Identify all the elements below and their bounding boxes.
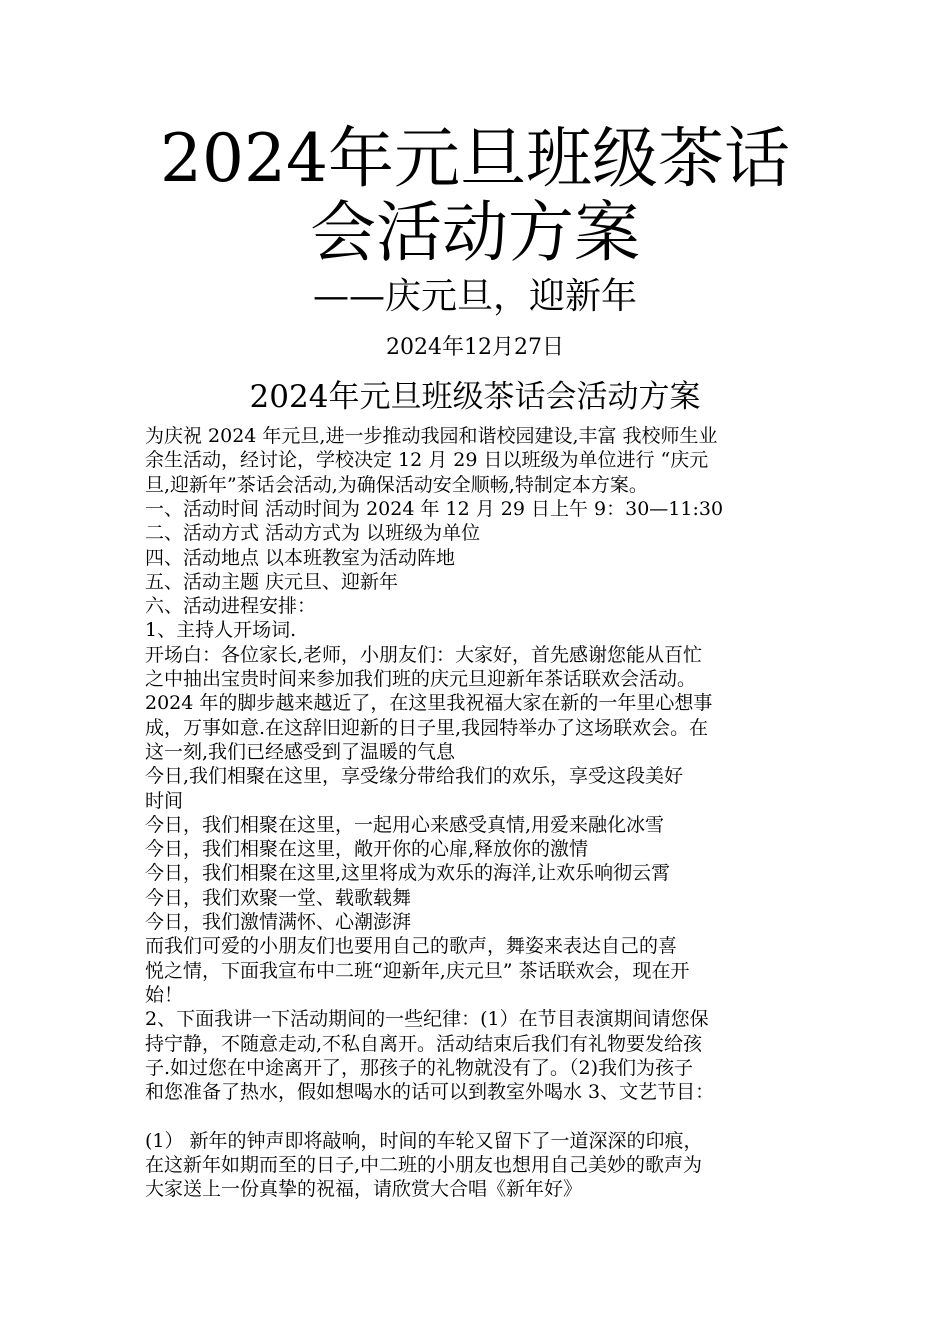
- body-line: 二、活动方式 活动方式为 以班级为单位: [145, 522, 481, 545]
- body-line: 四、活动地点 以本班教室为活动阵地: [145, 546, 456, 569]
- body-line: 今日，我们相聚在这里,这里将成为欢乐的海洋,让欢乐响彻云霄: [145, 862, 671, 885]
- cover-title-line-2: 会活动方案: [310, 194, 640, 271]
- body-line: 一、活动时间 活动时间为 2024 年 12 月 29 日上午 9：30—11:30: [145, 497, 724, 520]
- body-line: 大家送上一份真挚的祝福，请欣赏大合唱《新年好》: [145, 1178, 583, 1201]
- body-line: 为庆祝 2024 年元旦,进一步推动我园和谐校园建设,丰富 我校师生业: [145, 425, 718, 447]
- cover-subtitle: ——庆元旦，迎新年: [312, 276, 637, 317]
- body-line: 子.如过您在中途离开了，那孩子的礼物就没有了。（2)我们为孩子: [145, 1056, 694, 1079]
- body-line: 今日，我们欢聚一堂、载歌载舞: [145, 886, 412, 909]
- body-line: 之中抽出宝贵时间来参加我们班的庆元旦迎新年茶话联欢会活动。: [145, 668, 697, 690]
- body-line: 1、主持人开场词.: [145, 619, 297, 642]
- body-line: (1） 新年的钟声即将敲响，时间的车轮又留下了一道深深的印痕，: [145, 1129, 703, 1152]
- body-line: 时间: [145, 789, 184, 812]
- body-line: 开场白：各位家长,老师，小朋友们：大家好，首先感谢您能从百忙: [145, 643, 703, 666]
- document-heading: 2024年元旦班级茶话会活动方案: [249, 379, 701, 415]
- body-line: 持宁静，不随意走动,不私自离开。活动结束后我们有礼物要发给孩: [145, 1032, 703, 1055]
- body-line: 而我们可爱的小朋友们也要用自己的歌声，舞姿来表达自己的喜: [145, 935, 678, 958]
- body-line: 今日，我们激情满怀、心潮澎湃: [145, 911, 412, 933]
- body-line: 今日，我们相聚在这里，敞开你的心扉,释放你的激情: [145, 838, 589, 861]
- body-line: 今日,我们相聚在这里，享受缘分带给我们的欢乐，享受这段美好: [145, 765, 684, 788]
- cover-date: 2024年12月27日: [386, 335, 564, 360]
- body-line: 六、活动进程安排：: [145, 595, 317, 618]
- body-line: 余生活动，经讨论，学校决定 12 月 29 日以班级为单位进行 “庆元: [145, 449, 709, 472]
- body-line: 旦,迎新年”茶话会活动,为确保活动安全顺畅,特制定本方案。: [145, 473, 648, 496]
- body-line: 和您准备了热水，假如想喝水的话可以到教室外喝水 3、文艺节目：: [145, 1081, 715, 1104]
- body-line: 这一刻,我们已经感受到了温暖的气息: [145, 740, 456, 763]
- body-line: 在这新年如期而至的日子,中二班的小朋友也想用自己美妙的歌声为: [145, 1154, 703, 1176]
- cover-title-line-1: 2024年元旦班级茶话: [160, 120, 790, 197]
- body-line: 2、下面我讲一下活动期间的一些纪律：(1）在节目表演期间请您保: [145, 1008, 709, 1031]
- body-line: 悦之情，下面我宣布中二班“迎新年,庆元旦” 茶话联欢会，现在开: [145, 959, 690, 982]
- body-line: 今日，我们相聚在这里，一起用心来感受真情,用爱来融化冰雪: [145, 813, 665, 836]
- body-line: 2024 年的脚步越来越近了，在这里我祝福大家在新的一年里心想事: [145, 692, 713, 715]
- body-line: 成，万事如意.在这辞旧迎新的日子里,我园特举办了这场联欢会。在: [145, 716, 709, 739]
- body-line: 始！: [145, 983, 184, 1006]
- body-line: 五、活动主题 庆元旦、迎新年: [145, 570, 399, 593]
